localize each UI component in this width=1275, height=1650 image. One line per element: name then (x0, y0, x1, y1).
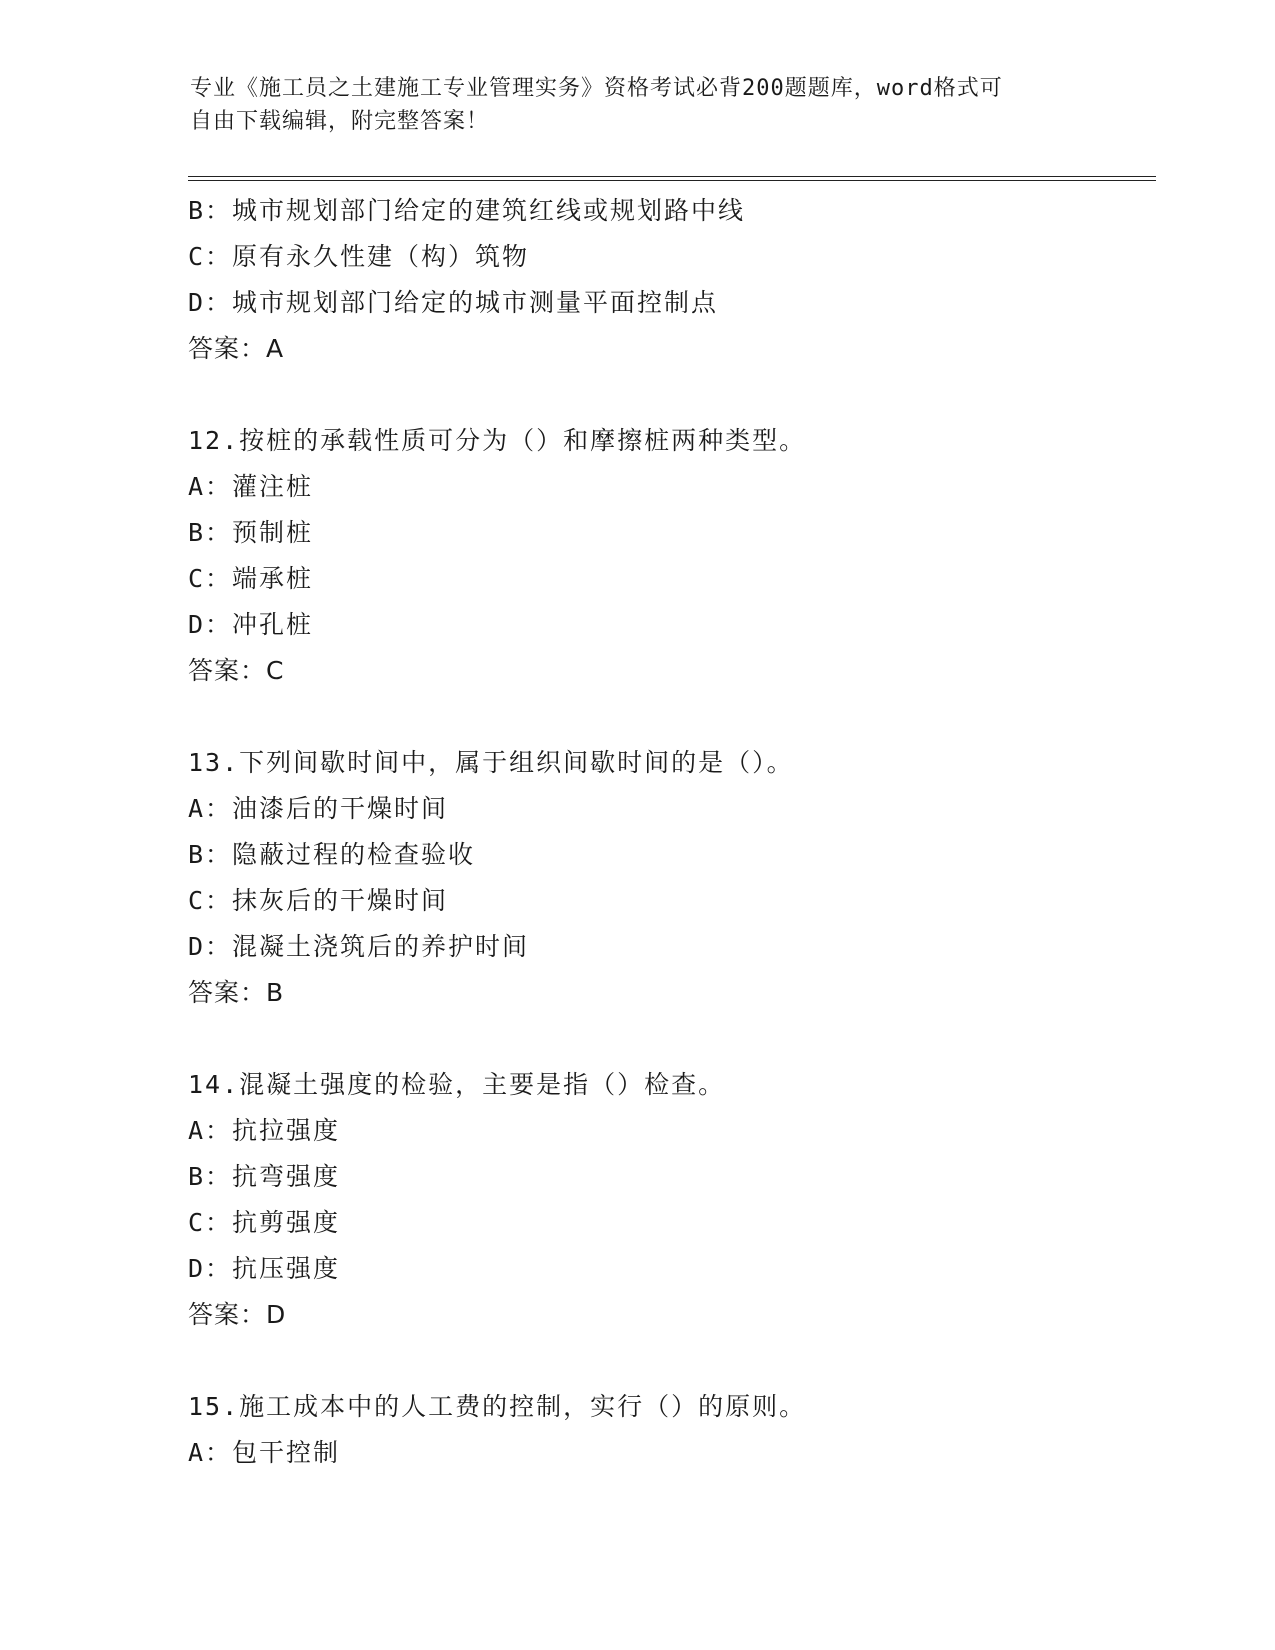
option-b: B：预制桩 (188, 518, 314, 547)
answer: 答案：C (188, 656, 285, 685)
question-list (188, 188, 1148, 1476)
question-15 (188, 1384, 1148, 1476)
option-d: D：抗压强度 (188, 1254, 341, 1283)
option-a: A：抗拉强度 (188, 1116, 341, 1145)
option-d: D：混凝土浇筑后的养护时间 (188, 932, 530, 961)
question-13 (188, 740, 1148, 1016)
option-a: A：油漆后的干燥时间 (188, 794, 449, 823)
question-11-continued (188, 188, 1148, 372)
question-12 (188, 418, 1148, 694)
option-a: A：包干控制 (188, 1438, 341, 1467)
option-b: B：隐蔽过程的检查验收 (188, 840, 476, 869)
option-b: B：城市规划部门给定的建筑红线或规划路中线 (188, 196, 746, 225)
header-line-2: 自由下载编辑，附完整答案！ (190, 109, 490, 134)
answer: 答案：B (188, 978, 285, 1007)
option-a: A：灌注桩 (188, 472, 314, 501)
header-line-1: 专业《施工员之土建施工专业管理实务》资格考试必背200题题库，word格式可 (190, 76, 1003, 101)
header-rule-bottom (188, 180, 1156, 181)
option-b: B：抗弯强度 (188, 1162, 341, 1191)
document-header (190, 72, 1090, 138)
option-c: C：抗剪强度 (188, 1208, 341, 1237)
option-c: C：原有永久性建（构）筑物 (188, 242, 530, 271)
option-c: C：端承桩 (188, 564, 314, 593)
option-c: C：抹灰后的干燥时间 (188, 886, 449, 915)
header-rule-top (188, 176, 1156, 177)
option-d: D：冲孔桩 (188, 610, 314, 639)
question-stem: 13.下列间歇时间中，属于组织间歇时间的是（）。 (188, 748, 794, 777)
answer: 答案：A (188, 334, 285, 363)
answer: 答案：D (188, 1300, 287, 1329)
question-stem: 12.按桩的承载性质可分为（）和摩擦桩两种类型。 (188, 426, 807, 455)
question-stem: 14.混凝土强度的检验，主要是指（）检查。 (188, 1070, 726, 1099)
question-14 (188, 1062, 1148, 1338)
question-stem: 15.施工成本中的人工费的控制，实行（）的原则。 (188, 1392, 807, 1421)
option-d: D：城市规划部门给定的城市测量平面控制点 (188, 288, 719, 317)
